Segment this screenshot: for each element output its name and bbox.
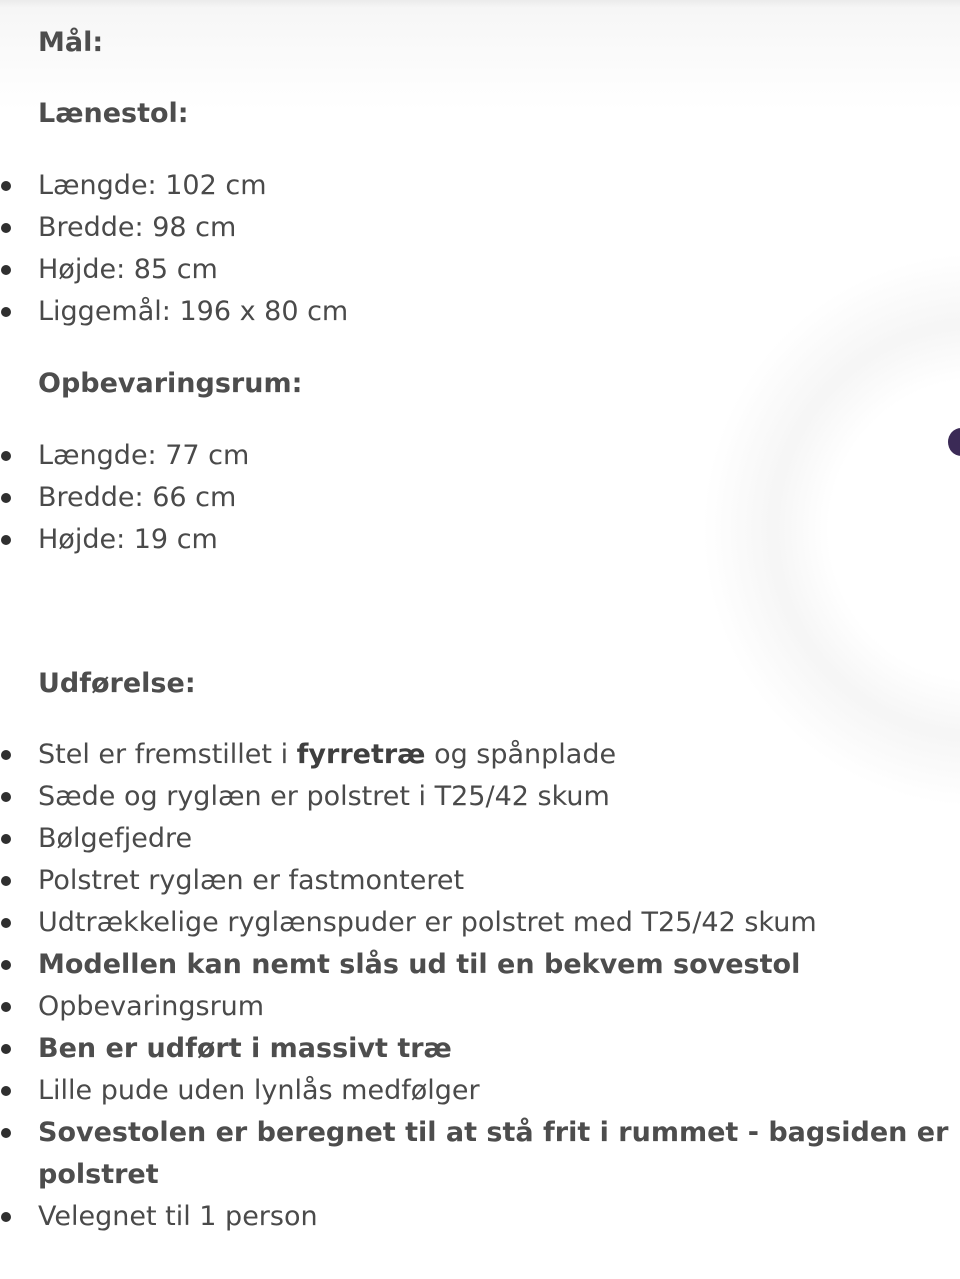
page-title: Mål: <box>38 27 104 58</box>
list-item: Ben er udført i massivt træ <box>0 1028 960 1070</box>
list-item <box>0 734 960 776</box>
list-item: Polstret ryglæn er fastmonteret <box>0 860 960 902</box>
frame-text-end: og spånplade <box>425 739 617 770</box>
design-features-list <box>0 734 960 1238</box>
list-item: Højde: 85 cm <box>0 249 960 291</box>
top-shade <box>0 0 960 110</box>
list-item: Bredde: 98 cm <box>0 207 960 249</box>
list-item: Liggemål: 196 x 80 cm <box>0 291 960 333</box>
frame-material-highlight: fyrretræ <box>296 739 426 770</box>
list-item: Længde: 102 cm <box>0 165 960 207</box>
recliner-dimensions-list <box>0 165 960 333</box>
frame-text-start: Stel er fremstillet i <box>38 739 297 770</box>
recliner-heading: Lænestol: <box>38 98 189 129</box>
list-item: Højde: 19 cm <box>0 519 960 561</box>
list-item: Sæde og ryglæn er polstret i T25/42 skum <box>0 776 960 818</box>
list-item: Modellen kan nemt slås ud til en bekvem sovestol <box>0 944 960 986</box>
list-item: Bølgefjedre <box>0 818 960 860</box>
design-heading: Udførelse: <box>38 668 196 699</box>
list-item: Længde: 77 cm <box>0 435 960 477</box>
list-item: Velegnet til 1 person <box>0 1196 960 1238</box>
list-item: Lille pude uden lynlås medfølger <box>0 1070 960 1112</box>
storage-heading: Opbevaringsrum: <box>38 368 303 399</box>
storage-dimensions-list <box>0 435 960 561</box>
list-item: Udtrækkelige ryglænspuder er polstret med T25/42 skum <box>0 902 960 944</box>
list-item: Opbevaringsrum <box>0 986 960 1028</box>
list-item: Bredde: 66 cm <box>0 477 960 519</box>
list-item: Sovestolen er beregnet til at stå frit i rummet - bagsiden er polstret <box>0 1112 960 1196</box>
